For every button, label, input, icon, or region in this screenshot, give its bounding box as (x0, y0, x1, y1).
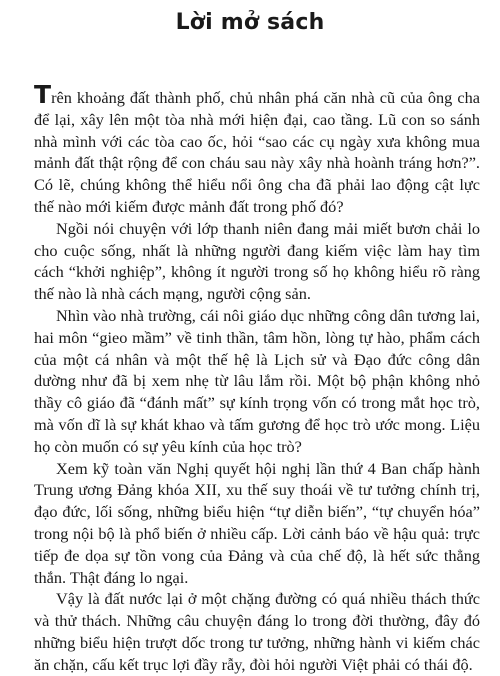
paragraph-1-text: rên khoảng đất thành phố, chủ nhân phá căn nhà cũ của ông cha để lại, xây lên một tòa nhà mới hiện đại, cao tầng. Lũ con so sánh nhà mình với các tòa cao ốc, hỏi “sao các cụ ngày xưa không mua mảnh đất thật rộng để con cháu sau này xây nhà hoành tráng hơn?”. Có lẽ, chúng không thể hiểu nổi ông cha đã phải lao động cật lực thế nào mới kiếm được mảnh đất trong phố đó? (34, 88, 480, 216)
preface-body (34, 82, 480, 676)
page-title: Lời mở sách (175, 10, 325, 35)
paragraph-1 (34, 82, 480, 218)
paragraph-2: Ngồi nói chuyện với lớp thanh niên đang mải miết bươn chải lo cho cuộc sống, nhất là những người đang kiếm việc làm hay tìm cách “khởi nghiệp”, không ít người trong số họ không hiểu rõ ràng thế nào là nhà cách mạng, người cộng sản. (34, 218, 480, 304)
drop-cap: T (34, 80, 52, 109)
paragraph-4: Xem kỹ toàn văn Nghị quyết hội nghị lần thứ 4 Ban chấp hành Trung ương Đảng khóa XII, xu thế suy thoái về tư tưởng chính trị, đạo đức, lối sống, những biểu hiện “tự diễn biến”, “tự chuyển hóa” trong nội bộ là phổ biến ở nhiều cấp. Lời cảnh báo về hậu quả: trực tiếp đe dọa sự tồn vong của Đảng và của chế độ, là hết sức thẳng thắn. Thật đáng lo ngại. (34, 458, 480, 587)
paragraph-3: Nhìn vào nhà trường, cái nôi giáo dục những công dân tương lai, hai môn “gieo mầm” về tinh thần, tâm hồn, lòng tự hào, phẩm cách của một cá nhân và một thế hệ là Lịch sử và Đạo đức công dân dường như đã bị xem nhẹ từ lâu lắm rồi. Một bộ phận không nhỏ thầy cô giáo đã “đánh mất” sự kính trọng vốn có trong mắt học trò, mà vốn dĩ là sự khát khao và tấm gương để học trò ước mong. Liệu họ còn muốn có sự yêu kính của học trò? (34, 305, 480, 456)
paragraph-5: Vậy là đất nước lại ở một chặng đường có quá nhiều thách thức và thử thách. Những câu chuyện đáng lo trong đời thường, đây đó những biểu hiện trượt dốc trong tư tưởng, những hành vi kiếm chác ăn chặn, cấu kết trục lợi đầy rẫy, đòi hỏi người Việt phải có thái độ. (34, 589, 480, 674)
